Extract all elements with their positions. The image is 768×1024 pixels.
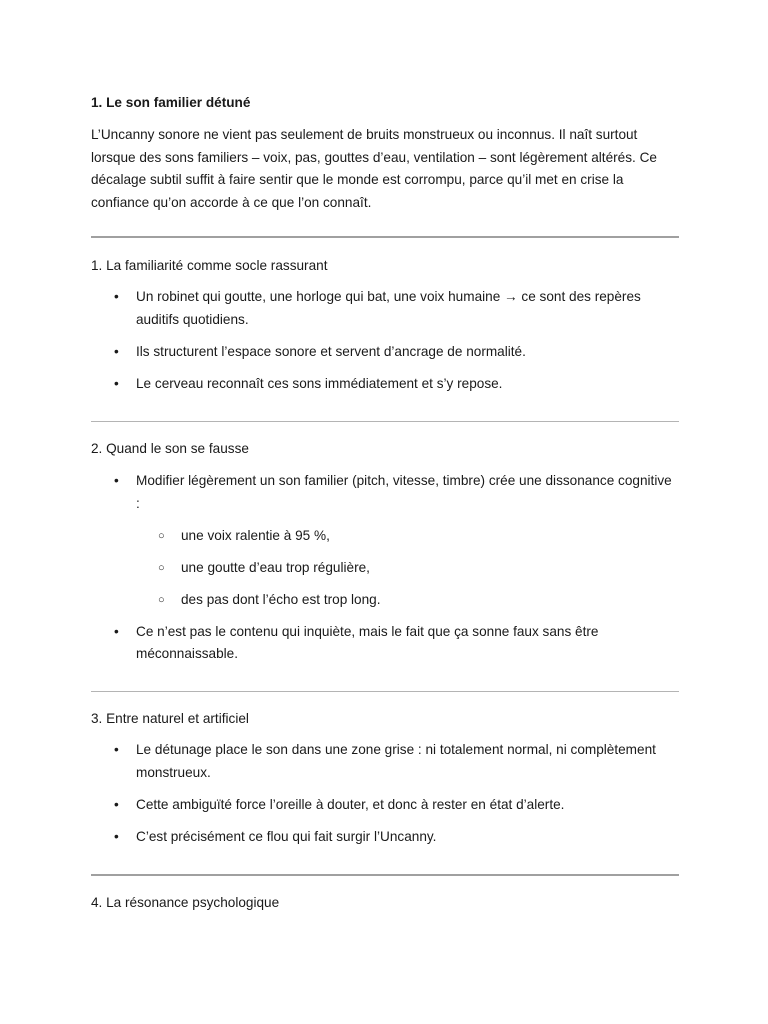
- sub-list-item: [136, 557, 679, 580]
- circle-bullet-icon: ○: [158, 593, 165, 606]
- list-item-text: Cette ambiguïté force l’oreille à douter, et donc à rester en état d’alerte.: [136, 796, 565, 812]
- section-heading-2: 2. Quand le son se fausse: [91, 441, 249, 456]
- list-item: [91, 470, 679, 611]
- sub-list: [136, 525, 679, 612]
- list-item-text: Ce n’est pas le contenu qui inquiète, mais le fait que ça sonne faux sans être méconnaissable.: [136, 623, 599, 661]
- list-item: [91, 621, 679, 666]
- section-heading-1: 1. La familiarité comme socle rassurant: [91, 258, 328, 273]
- circle-bullet-icon: ○: [158, 561, 165, 574]
- circle-bullet-icon: ○: [158, 529, 165, 542]
- section-3-list: [91, 739, 679, 858]
- bullet-icon: •: [114, 473, 119, 488]
- sub-list-item-text: des pas dont l’écho est trop long.: [181, 591, 381, 607]
- list-item-text: Le cerveau reconnaît ces sons immédiatement et s’y repose.: [136, 375, 503, 391]
- sub-list-item-text: une goutte d’eau trop régulière,: [181, 559, 370, 575]
- bullet-icon: •: [114, 828, 119, 844]
- list-item-text: Le détunage place le son dans une zone grise : ni totalement normal, ni complètement monstrueux.: [136, 742, 656, 780]
- sub-list-item-text: une voix ralentie à 95 %,: [181, 527, 330, 543]
- section-heading-3: 3. Entre naturel et artificiel: [91, 711, 249, 726]
- sub-list-item: [136, 525, 679, 548]
- bullet-icon: •: [114, 375, 119, 391]
- section-divider: [91, 421, 679, 422]
- intro-paragraph: L’Uncanny sonore ne vient pas seulement de bruits monstrueux ou inconnus. Il naît surtout lorsque des sons familiers – voix, pas, gouttes d’eau, ventilation – sont légèrement altérés. Ce décalage subtil suffit à faire sentir que le monde est corrompu, parce qu’il met en crise la confiance qu’on accorde à ce que l’on connaît.: [91, 127, 657, 210]
- list-item-text: C’est précisément ce flou qui fait surgir l’Uncanny.: [136, 828, 437, 844]
- list-item-text: Modifier légèrement un son familier (pitch, vitesse, timbre) crée une dissonance cognitive :: [136, 473, 672, 511]
- section-2-list: [91, 470, 679, 675]
- bullet-icon: •: [114, 623, 119, 639]
- section-divider: [91, 236, 679, 238]
- list-item: [91, 794, 679, 817]
- sub-list-item: [136, 589, 679, 612]
- list-item: [91, 739, 679, 784]
- bullet-icon: •: [114, 742, 119, 757]
- bullet-icon: •: [114, 796, 119, 812]
- section-heading-4: 4. La résonance psychologique: [91, 895, 280, 910]
- list-item: [91, 341, 679, 364]
- section-1-list: [91, 286, 679, 405]
- section-divider: [91, 874, 679, 876]
- list-item: [91, 826, 679, 849]
- list-item-text: Un robinet qui goutte, une horloge qui bat, une voix humaine → ce sont des repères auditifs quotidiens.: [136, 289, 641, 327]
- bullet-icon: •: [114, 343, 119, 359]
- bullet-icon: •: [114, 289, 119, 304]
- document-title: 1. Le son familier détuné: [91, 95, 251, 110]
- list-item: [91, 373, 679, 396]
- list-item-text: Ils structurent l’espace sonore et servent d’ancrage de normalité.: [136, 343, 526, 359]
- section-divider: [91, 691, 679, 692]
- list-item: [91, 286, 679, 331]
